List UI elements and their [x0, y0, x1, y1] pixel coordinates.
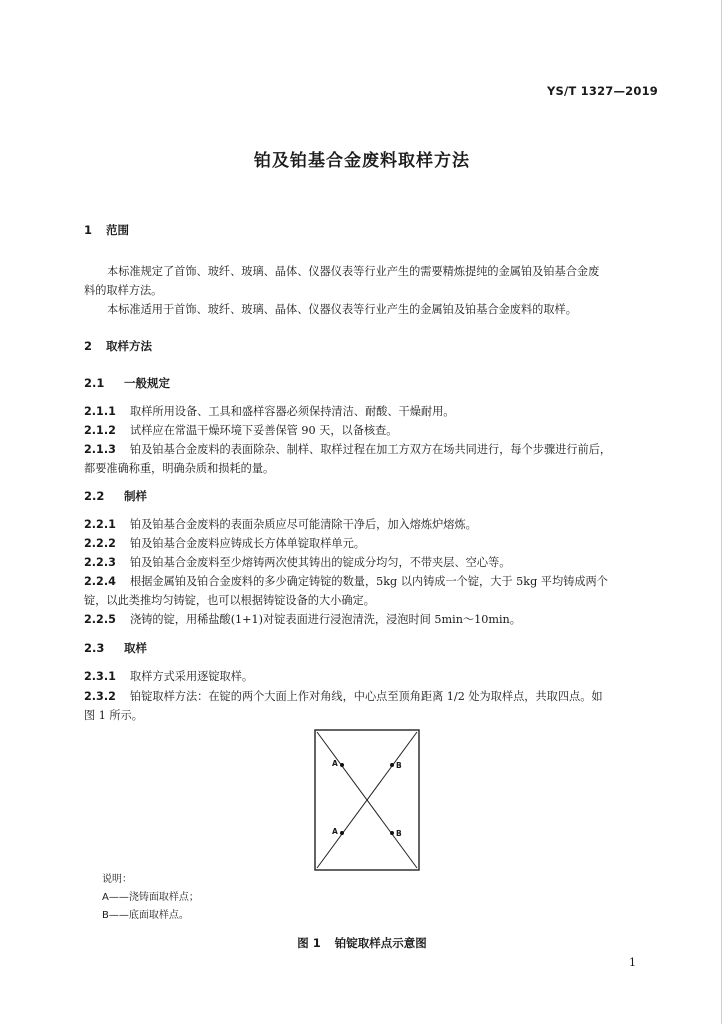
figure-caption-text: 铂锭取样点示意图 [334, 936, 427, 950]
document-title: 铂及铂基合金废料取样方法 [254, 151, 470, 171]
clause-text: 取样方式采用逐锭取样。 [130, 670, 254, 683]
clause-text: 都要准确称重，明确杂质和损耗的量。 [84, 462, 275, 475]
sample-point [340, 763, 344, 767]
point-label-a: A [332, 759, 338, 768]
clause-2-3-2 [84, 687, 656, 706]
section-title: 取样方法 [106, 339, 152, 353]
sample-point [390, 831, 394, 835]
standard-code: YS/T 1327—2019 [547, 84, 658, 98]
section-2-2-heading [84, 488, 147, 504]
section-title: 一般规定 [124, 376, 170, 390]
sample-point [340, 831, 344, 835]
section-2-heading [84, 338, 152, 354]
legend-item-a: A——浇铸面取样点； [102, 892, 199, 903]
section-number: 2.2 [84, 489, 105, 503]
clause-number: 2.2.5 [84, 613, 116, 626]
clause-2-1-2 [84, 421, 656, 440]
clause-number: 2.2.2 [84, 537, 116, 550]
point-label-b: B [396, 761, 402, 770]
clause-2-2-3 [84, 553, 656, 572]
section-2-3-heading [84, 640, 147, 656]
clause-2-1-3 [84, 440, 656, 459]
clause-text: 试样应在常温干燥环境下妥善保管 90 天，以备核查。 [130, 424, 398, 437]
clause-text: 铂及铂基合金废料的表面除杂、制样、取样过程在加工方双方在场共同进行，每个步骤进行前后， [130, 443, 612, 456]
section-title: 制样 [124, 489, 147, 503]
figure-caption [0, 935, 724, 951]
clause-number: 2.2.4 [84, 575, 116, 588]
paragraph-line: 本标准适用于首饰、玻纤、玻璃、晶体、仪器仪表等行业产生的金属铂及铂基合金废料的取样。 [107, 303, 577, 316]
clause-number: 2.3.2 [84, 690, 116, 703]
point-label-a: A [332, 827, 338, 836]
scope-paragraph-1-cont [84, 281, 656, 300]
clause-2-2-4-cont [84, 591, 656, 610]
scope-paragraph-2 [84, 300, 656, 319]
section-title: 取样 [124, 641, 147, 655]
clause-2-2-5 [84, 610, 656, 629]
section-number: 2.3 [84, 641, 105, 655]
point-label-b: B [396, 829, 402, 838]
clause-text: 锭，以此类推均匀铸锭，也可以根据铸锭设备的大小确定。 [84, 594, 375, 607]
clause-2-1-1 [84, 402, 656, 421]
section-number: 1 [84, 223, 93, 237]
clause-number: 2.2.1 [84, 518, 116, 531]
scope-paragraph-1 [84, 262, 656, 281]
clause-number: 2.3.1 [84, 670, 116, 683]
section-2-1-heading [84, 375, 170, 391]
clause-2-1-3-cont [84, 459, 656, 478]
paragraph-line: 料的取样方法。 [84, 284, 163, 297]
clause-text: 铂及铂基合金废料应铸成长方体单锭取样单元。 [130, 537, 365, 550]
clause-text: 铂锭取样方法：在锭的两个大面上作对角线，中心点至顶角距离 1/2 处为取样点，共取四点。如 [130, 690, 603, 703]
ingot-diagram-svg [314, 729, 420, 871]
clause-text: 图 1 所示。 [84, 709, 143, 722]
page-number: 1 [629, 956, 636, 969]
clause-2-2-2 [84, 534, 656, 553]
clause-text: 取样所用设备、工具和盛样容器必须保持清洁、耐酸、干燥耐用。 [130, 405, 455, 418]
section-number: 2.1 [84, 376, 105, 390]
clause-2-3-2-cont [84, 706, 656, 725]
paragraph-line: 本标准规定了首饰、玻纤、玻璃、晶体、仪器仪表等行业产生的需要精炼提纯的金属铂及铂基合金废 [107, 265, 600, 278]
sample-point [390, 763, 394, 767]
clause-number: 2.2.3 [84, 556, 116, 569]
clause-number: 2.1.1 [84, 405, 116, 418]
ingot-sampling-diagram [314, 729, 420, 871]
clause-text: 浇铸的锭，用稀盐酸(1+1)对锭表面进行浸泡清洗，浸泡时间 5min～10min。 [130, 613, 521, 626]
clause-number: 2.1.3 [84, 443, 116, 456]
legend-item-b: B——底面取样点。 [102, 910, 189, 921]
clause-2-2-4 [84, 572, 656, 591]
clause-text: 铂及铂基合金废料的表面杂质应尽可能清除干净后，加入熔炼炉熔炼。 [130, 518, 477, 531]
legend-title: 说明： [102, 874, 132, 885]
clause-text: 根据金属铂及铂合金废料的多少确定铸锭的数量，5kg 以内铸成一个锭，大于 5kg 平均铸成两个 [130, 575, 608, 588]
section-1-heading [84, 222, 129, 238]
clause-2-3-1 [84, 667, 656, 686]
figure-number: 图 1 [297, 936, 321, 950]
clause-number: 2.1.2 [84, 424, 116, 437]
section-number: 2 [84, 339, 93, 353]
clause-text: 铂及铂基合金废料至少熔铸两次使其铸出的锭成分均匀，不带夹层、空心等。 [130, 556, 511, 569]
section-title: 范围 [106, 223, 129, 237]
clause-2-2-1 [84, 515, 656, 534]
